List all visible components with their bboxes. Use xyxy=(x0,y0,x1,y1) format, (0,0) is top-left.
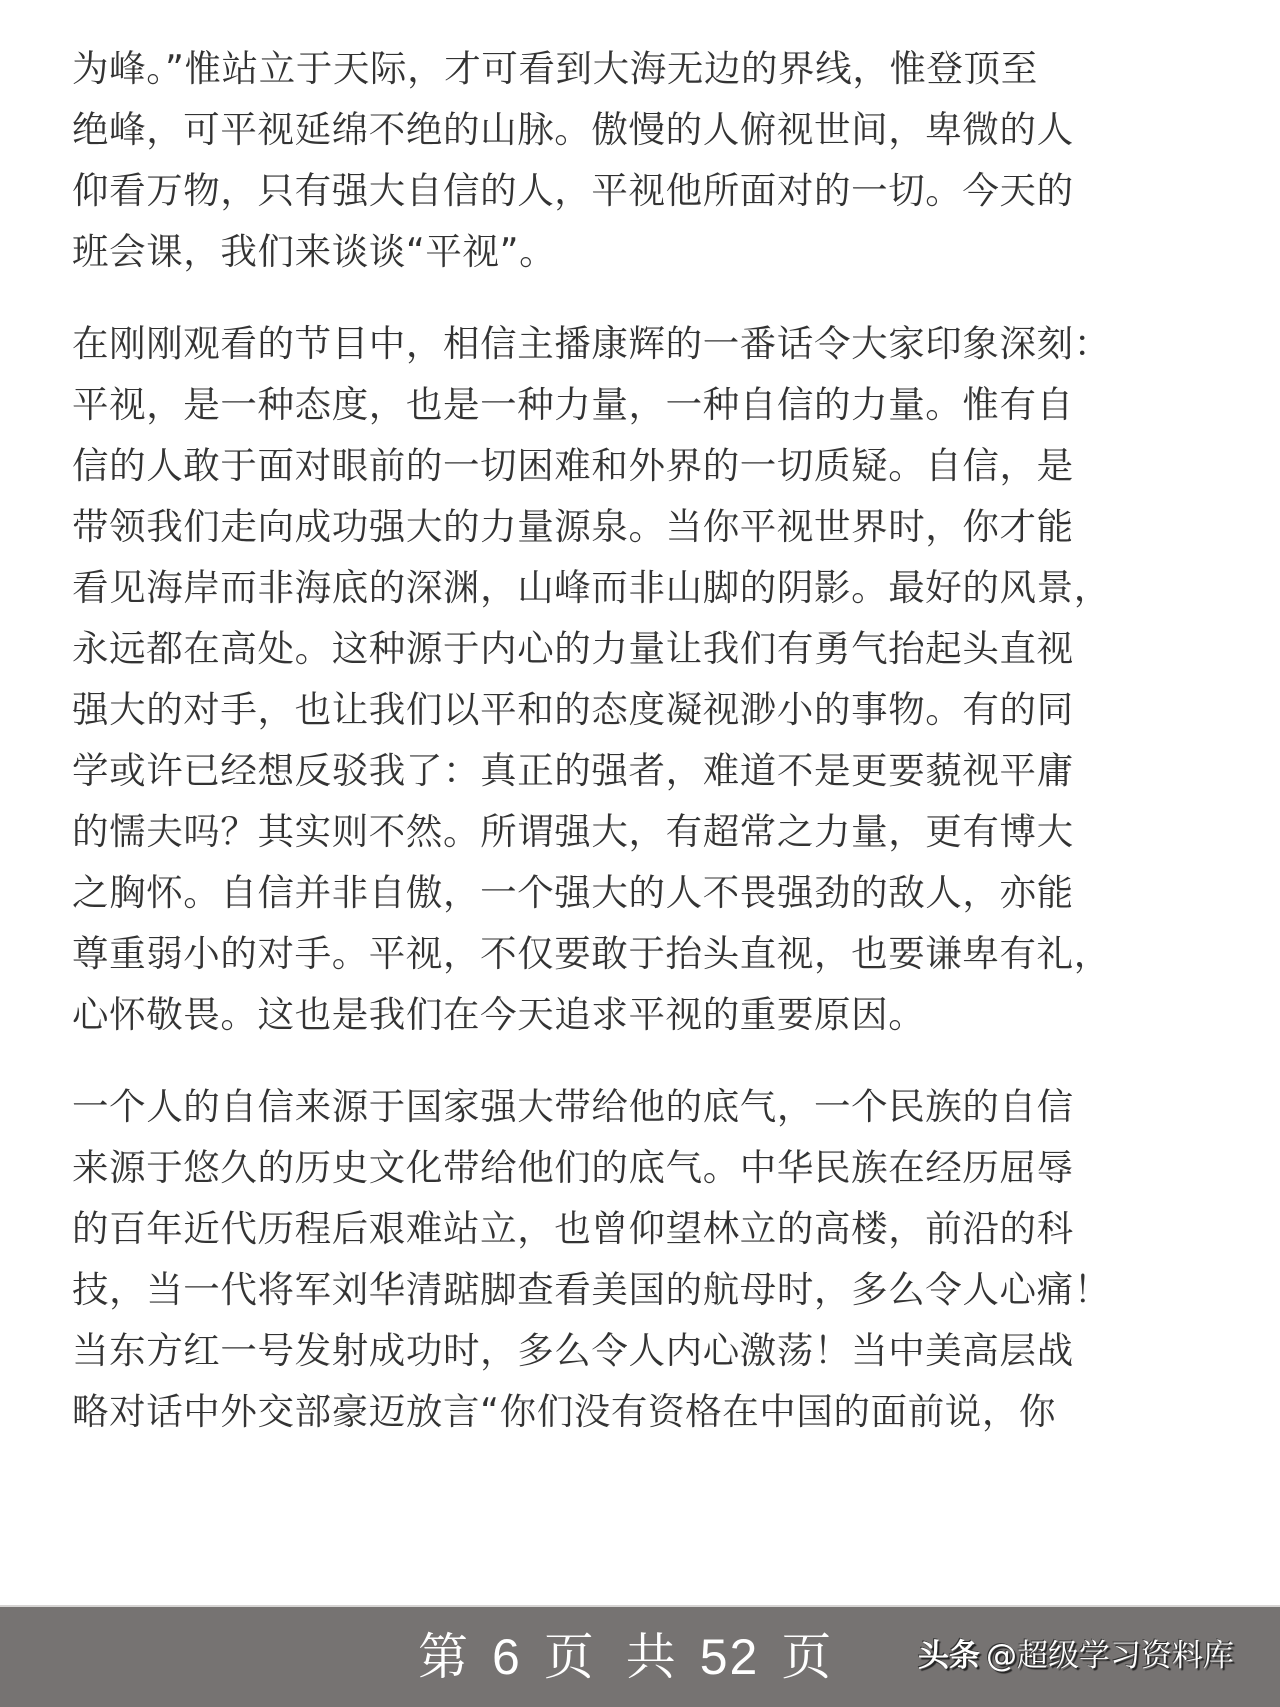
page-indicator xyxy=(418,1615,855,1699)
total-pages-number: 52 xyxy=(699,1629,760,1685)
text-line: 平视，是一种态度，也是一种力量，一种自信的力量。惟有自 xyxy=(72,383,1074,426)
page-mid-label: 页 共 xyxy=(543,1629,678,1685)
text-line: 略对话中外交部豪迈放言“你们没有资格在中国的面前说，你 xyxy=(72,1390,1057,1433)
paragraph-3 xyxy=(72,1076,1202,1442)
paragraph-2 xyxy=(72,313,1202,1045)
paragraph-1 xyxy=(72,38,1202,282)
page-footer-bar xyxy=(0,1605,1280,1707)
text-line: 为峰。”惟站立于天际，才可看到大海无边的界线，惟登顶至 xyxy=(72,47,1038,90)
page-suffix: 页 xyxy=(781,1629,834,1685)
text-line: 在刚刚观看的节目中，相信主播康辉的一番话令大家印象深刻： xyxy=(72,322,1111,365)
text-line: 一个人的自信来源于国家强大带给他的底气，一个民族的自信 xyxy=(72,1085,1074,1128)
text-line: 绝峰，可平视延绵不绝的山脉。傲慢的人俯视世间，卑微的人 xyxy=(72,108,1074,151)
text-line: 尊重弱小的对手。平视，不仅要敢于抬头直视，也要谦卑有礼， xyxy=(72,932,1111,975)
text-line: 带领我们走向成功强大的力量源泉。当你平视世界时，你才能 xyxy=(72,505,1074,548)
text-line: 的懦夫吗？其实则不然。所谓强大，有超常之力量，更有博大 xyxy=(72,810,1074,853)
text-line: 强大的对手，也让我们以平和的态度凝视渺小的事物。有的同 xyxy=(72,688,1074,731)
text-line: 的百年近代历程后艰难站立，也曾仰望林立的高楼，前沿的科 xyxy=(72,1207,1074,1250)
watermark-account: @超级学习资料库 xyxy=(986,1638,1234,1674)
text-line: 学或许已经想反驳我了：真正的强者，难道不是更要藐视平庸 xyxy=(72,749,1074,792)
text-line: 来源于悠久的历史文化带给他们的底气。中华民族在经历屈辱 xyxy=(72,1146,1074,1189)
document-body xyxy=(72,38,1202,1473)
current-page-number: 6 xyxy=(492,1629,522,1685)
watermark xyxy=(918,1631,1234,1681)
text-line: 班会课，我们来谈谈“平视”。 xyxy=(72,230,557,273)
text-line: 心怀敬畏。这也是我们在今天追求平视的重要原因。 xyxy=(72,993,926,1036)
text-line: 之胸怀。自信并非自傲，一个强大的人不畏强劲的敌人，亦能 xyxy=(72,871,1074,914)
watermark-brand: 头条 xyxy=(918,1638,980,1674)
text-line: 永远都在高处。这种源于内心的力量让我们有勇气抬起头直视 xyxy=(72,627,1074,670)
text-line: 信的人敢于面对眼前的一切困难和外界的一切质疑。自信，是 xyxy=(72,444,1074,487)
text-line: 当东方红一号发射成功时，多么令人内心激荡！当中美高层战 xyxy=(72,1329,1074,1372)
page-prefix: 第 xyxy=(418,1629,470,1685)
text-line: 仰看万物，只有强大自信的人，平视他所面对的一切。今天的 xyxy=(72,169,1074,212)
text-line: 看见海岸而非海底的深渊，山峰而非山脚的阴影。最好的风景， xyxy=(72,566,1111,609)
text-line: 技，当一代将军刘华清踮脚查看美国的航母时，多么令人心痛！ xyxy=(72,1268,1111,1311)
